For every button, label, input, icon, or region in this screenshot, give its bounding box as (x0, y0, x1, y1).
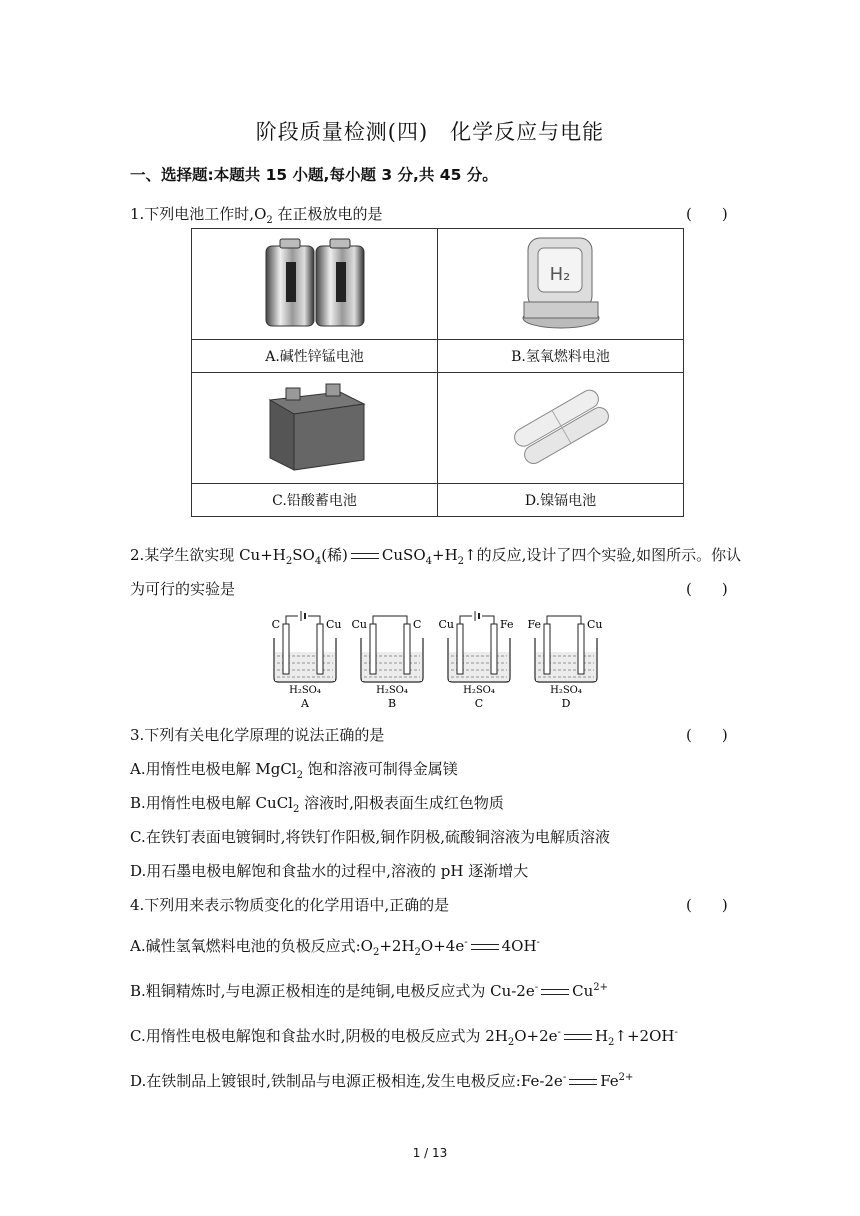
electrode-right-label: Fe (500, 618, 514, 631)
question-2-stem-line2: 为可行的实验是 (130, 580, 236, 598)
alkaline-battery-image (192, 229, 438, 340)
question-2-stem-line1: 2.某学生欲实现 $Cu+H_2SO_4$(稀) $CuSO_4+H_2↑$的反应,设计了四个实验,如图所示。你认 (130, 546, 742, 567)
electrolysis-experiments-figure (262, 612, 603, 710)
experiment-label: B (387, 697, 397, 710)
electrode-right (404, 624, 410, 674)
question-3-option-a: A.用惰性电极电解 MgCl$_2$ 饱和溶液可制得金属镁 (130, 760, 458, 781)
electrode-left (370, 624, 376, 674)
question-4-stem: 4.下列用来表示物质变化的化学用语中,正确的是 (130, 896, 450, 914)
electrode-left (457, 624, 463, 674)
electrode-left-label: Cu (438, 618, 454, 631)
electrode-right-label: Cu (326, 618, 342, 631)
question-3-option-c: C.在铁钉表面电镀铜时,将铁钉作阳极,铜作阴极,硫酸铜溶液为电解质溶液 (130, 828, 611, 846)
question-4-option-d: D.在铁制品上镀银时,铁制品与电源正极相连,发生电极反应:Fe-2e- $Fe^{2+}$ (130, 1072, 634, 1090)
electrode-left (544, 624, 550, 674)
electrode-left-label: Fe (527, 618, 541, 631)
nickel-cadmium-battery-image (438, 373, 684, 484)
h2-logo: H₂ (549, 264, 570, 285)
wire (547, 616, 581, 624)
electrode-right (317, 624, 323, 674)
section-heading: 一、选择题:本题共 15 小题,每小题 3 分,共 45 分。 (130, 166, 498, 184)
question-3-stem: 3.下列有关电化学原理的说法正确的是 (130, 726, 385, 744)
option-a-label: A.碱性锌锰电池 (192, 340, 438, 373)
equals-sign (351, 553, 379, 559)
power-gap (298, 612, 308, 620)
electrode-right-label: Cu (587, 618, 603, 631)
power-gap (472, 612, 482, 620)
electrode-left-label: C (271, 618, 280, 631)
electrolyte-label: H₂SO₄ (376, 685, 408, 696)
electrode-right-label: C (413, 618, 422, 631)
question-4-option-b: B.粗铜精炼时,与电源正极相连的是纯铜,电极反应式为 Cu-2e- $Cu^{2+}$ (130, 982, 609, 1000)
question-1-stem: 1.下列电池工作时$,O_2$ 在正极放电的是 (130, 205, 383, 226)
option-b-label: B.氢氧燃料电池 (438, 340, 684, 373)
hydrogen-fuel-cell-image (438, 229, 684, 340)
option-d-label: D.镍镉电池 (438, 484, 684, 517)
electrode-right (491, 624, 497, 674)
electrolyte-label: H₂SO₄ (550, 685, 582, 696)
question-1-options-table (191, 228, 684, 517)
electrode-left-label: Cu (351, 618, 367, 631)
answer-blank-4: ( ) (686, 896, 728, 914)
electrode-left (283, 624, 289, 674)
experiment-label: C (474, 697, 484, 710)
lead-acid-battery-image (192, 373, 438, 484)
experiment-label: A (301, 697, 309, 710)
option-c-label: C.铅酸蓄电池 (192, 484, 438, 517)
answer-blank-1: ( ) (686, 205, 728, 223)
question-3-option-b: B.用惰性电极电解 CuCl$_2$ 溶液时,阳极表面生成红色物质 (130, 794, 504, 815)
page-number: 1 / 13 (412, 1146, 448, 1160)
question-4-option-a: A.碱性氢氧燃料电池的负极反应式$:O_2+2H_2O+4e^-$ 4OH- (130, 937, 540, 958)
question-4-option-c: C.用惰性电极电解饱和食盐水时,阴极的电极反应式为 $2H_2O+2e^-$ $H_2↑+2OH^-$ (130, 1027, 678, 1048)
answer-blank-2: ( ) (686, 580, 728, 598)
question-3-option-d: D.用石墨电极电解饱和食盐水的过程中,溶液的 pH 逐渐增大 (130, 862, 529, 880)
experiment-label: D (561, 697, 571, 710)
electrolyte-label: H₂SO₄ (289, 685, 321, 696)
electrode-right (578, 624, 584, 674)
wire (373, 616, 407, 624)
electrolyte-label: H₂SO₄ (463, 685, 495, 696)
answer-blank-3: ( ) (686, 726, 728, 744)
page-title: 阶段质量检测(四) 化学反应与电能 (255, 120, 605, 144)
